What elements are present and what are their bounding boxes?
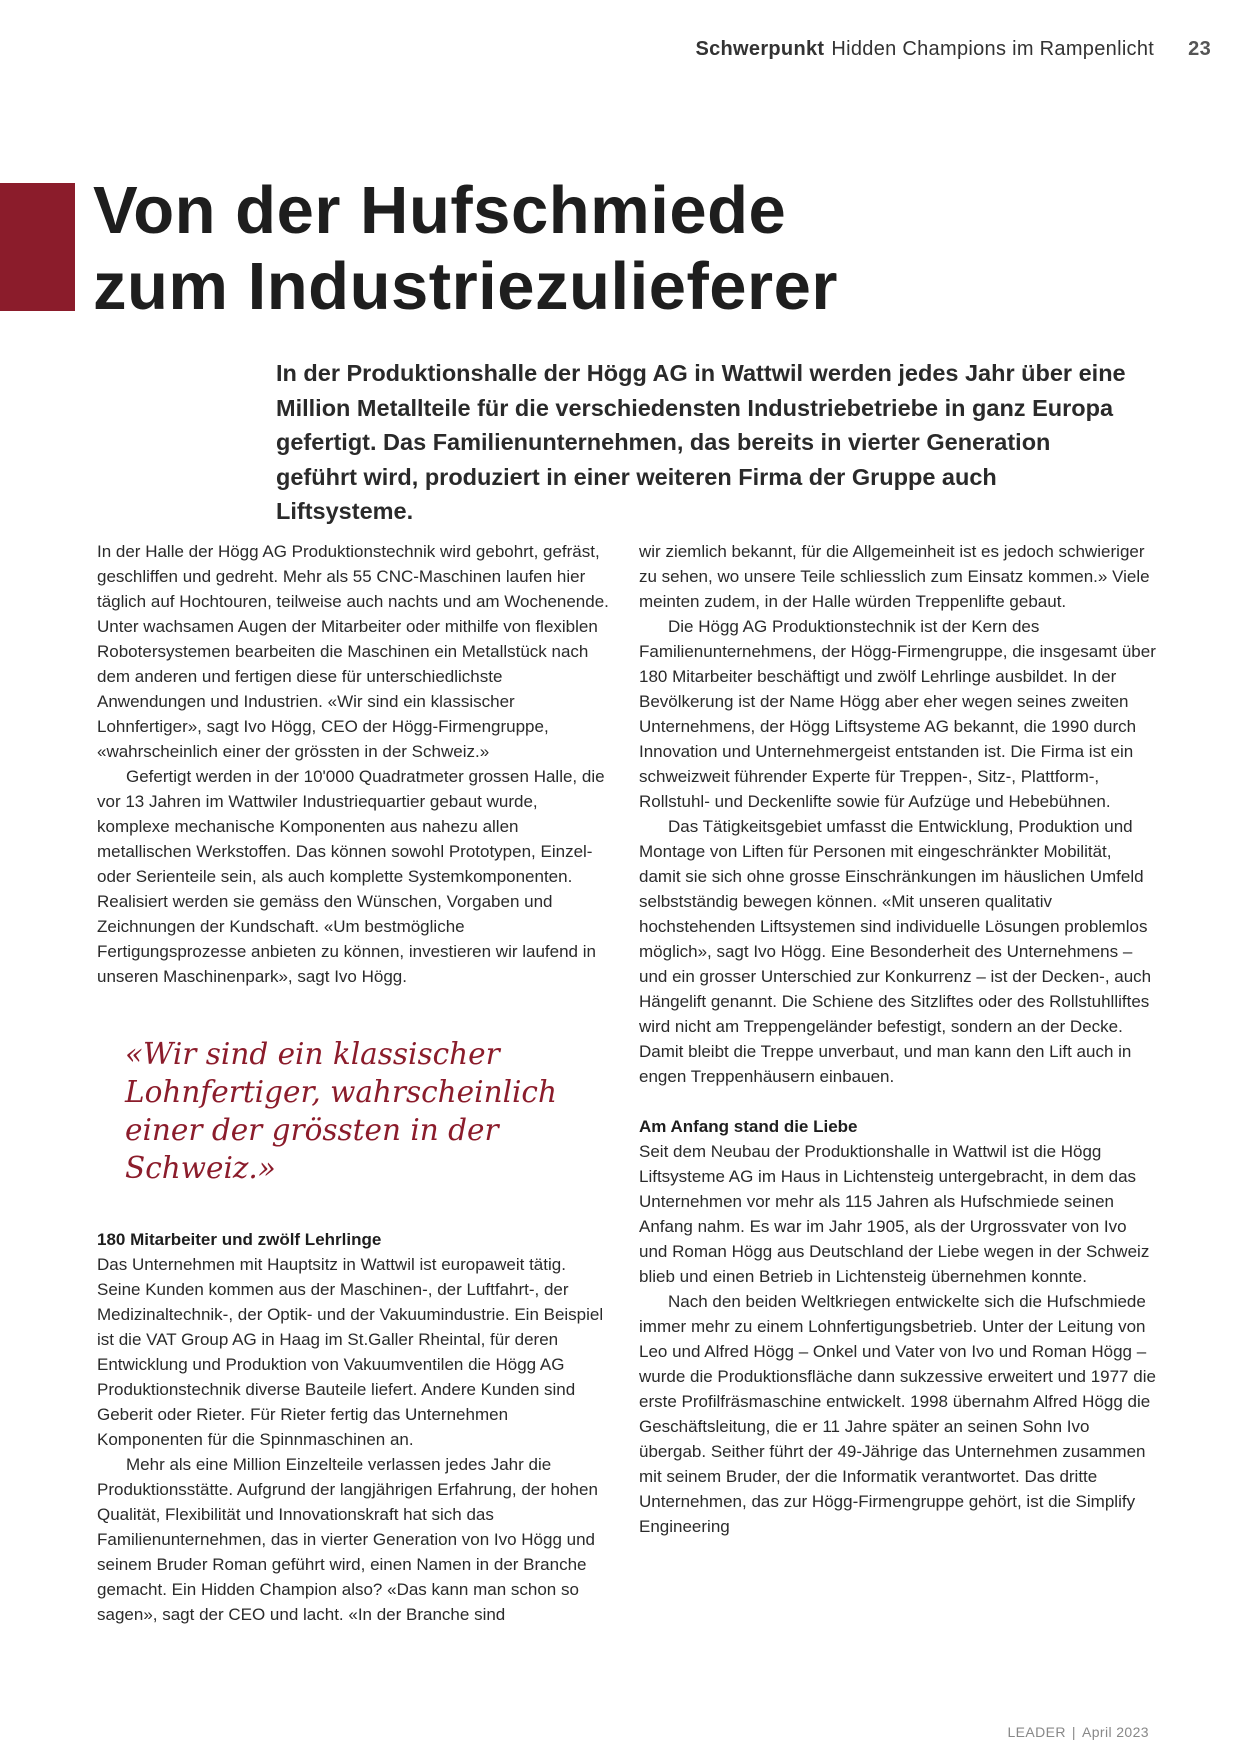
- title-line-1: Von der Hufschmiede: [93, 173, 787, 248]
- paragraph: Die Högg AG Produktionstechnik ist der Kern des Familienunternehmens, der Högg-Firmengruppe, die insgesamt über 180 Mitarbeiter beschäftigt und zwölf Lehrlinge ausbildet. In der Bevölkerung ist der Name Högg aber eher wegen seines zweiten Unternehmens, der Högg Liftsysteme AG bekannt, die 1990 durch Innovation und Unternehmergeist entstanden ist. Die Firma ist ein schweizweit führender Experte für Treppen-, Sitz-, Plattform-, Rollstuhl- und Deckenlifte sowie für Aufzüge und Hebebühnen.: [639, 617, 1156, 811]
- accent-bar: [0, 183, 75, 311]
- left-column: [97, 539, 613, 1627]
- header-kicker: Schwerpunkt: [695, 38, 825, 60]
- footer-magazine: LEADER: [1007, 1724, 1066, 1740]
- subheading: 180 Mitarbeiter und zwölf Lehrlinge: [97, 1230, 382, 1249]
- paragraph: Das Unternehmen mit Hauptsitz in Wattwil ist europaweit tätig. Seine Kunden kommen aus der Maschinen-, der Luftfahrt-, der Medizinaltechnik-, der Optik- und der Vakuumindustrie. Ein Beispiel ist die VAT Group AG in Haag im St.Galler Rheintal, für deren Entwicklung und Produktion von Vakuumventilen die Högg AG Produktionstechnik diverse Bauteile liefert. Andere Kunden sind Geberit oder Rieter. Für Rieter fertig das Unternehmen Komponenten für die Spinnmaschinen an.: [97, 1255, 604, 1449]
- title-line-2: zum Industriezulieferer: [93, 249, 838, 324]
- paragraph: Seit dem Neubau der Produktionshalle in Wattwil ist die Högg Liftsysteme AG im Haus in Lichtensteig untergebracht, in dem das Unternehmen vor mehr als 115 Jahren als Hufschmiede seinen Anfang nahm. Es war im Jahr 1905, als der Urgrossvater von Ivo und Roman Högg aus Deutschland der Liebe wegen in der Schweiz blieb und einen Betrieb in Lichtensteig übernehmen konnte.: [639, 1142, 1150, 1286]
- footer-separator: |: [1071, 1724, 1076, 1740]
- page-number: 23: [1188, 38, 1211, 60]
- subheading: Am Anfang stand die Liebe: [639, 1117, 858, 1136]
- paragraph: In der Halle der Högg AG Produktionstechnik wird gebohrt, gefräst, geschliffen und gedreht. Mehr als 55 CNC-Maschinen laufen hier täglich auf Hochtouren, teilweise auch nachts und am Wochenende. Unter wachsamen Augen der Mitarbeiter oder mithilfe von flexiblen Robotersystemen bearbeiten die Maschinen ein Metallstück nach dem anderen und fertigen diese für unterschiedlichste Anwendungen und Industrien. «Wir sind ein klassischer Lohnfertiger», sagt Ivo Högg, CEO der Högg-Firmengruppe, «wahrscheinlich einer der grössten in der Schweiz.»: [97, 542, 609, 761]
- paragraph: Mehr als eine Million Einzelteile verlassen jedes Jahr die Produktionsstätte. Aufgrund der langjährigen Erfahrung, der hohen Qualität, Flexibilität und Innovationskraft hat sich das Familienunternehmen, das in vierter Generation von Ivo Högg und seinem Bruder Roman geführt wird, einen Namen in der Branche gemacht. Ein Hidden Champion also? «Das kann man schon so sagen», sagt der CEO und lacht. «In der Branche sind: [97, 1455, 598, 1624]
- running-header: [695, 38, 1211, 61]
- paragraph: wir ziemlich bekannt, für die Allgemeinheit ist es jedoch schwieriger zu sehen, wo unsere Teile schliesslich zum Einsatz kommen.» Viele meinten zudem, in der Halle würden Treppenlifte gebaut.: [639, 542, 1150, 611]
- paragraph: Das Tätigkeitsgebiet umfasst die Entwicklung, Produktion und Montage von Liften für Personen mit eingeschränkter Mobilität, damit sie sich ohne grosse Einschränkungen im häuslichen Umfeld selbstständig bewegen können. «Mit unseren qualitativ hochstehenden Liftsystemen sind individuelle Lösungen problemlos möglich», sagt Ivo Högg. Eine Besonderheit des Unternehmens – und ein grosser Unterschied zur Konkurrenz – ist der Decken-, auch Hängelift genannt. Die Schiene des Sitzliftes oder des Rollstuhlliftes wird nicht am Treppengeländer befestigt, sondern an der Decke. Damit bleibt die Treppe unverbaut, und man kann den Lift auch in engen Treppenhäusern einbauen.: [639, 817, 1152, 1086]
- article-lead: In der Produktionshalle der Högg AG in Wattwil werden jedes Jahr über eine Million Metallteile für die verschiedensten Industriebetriebe in ganz Europa gefertigt. Das Familienunternehmen, das bereits in vierter Generation geführt wird, produziert in einer weiteren Firma der Gruppe auch Liftsysteme.: [276, 360, 1126, 524]
- page-footer: [1007, 1724, 1149, 1740]
- paragraph: Gefertigt werden in der 10'000 Quadratmeter grossen Halle, die vor 13 Jahren im Wattwiler Industriequartier gebaut wurde, komplexe mechanische Komponenten aus nahezu allen metallischen Werkstoffen. Das können sowohl Prototypen, Einzel- oder Serienteile sein, als auch komplette Systemkomponenten. Realisiert werden sie gemäss den Wünschen, Vorgaben und Zeichnungen der Kundschaft. «Um bestmögliche Fertigungsprozesse anbieten zu können, investieren wir laufend in unseren Maschinenpark», sagt Ivo Högg.: [97, 767, 605, 986]
- right-column: [639, 539, 1157, 1539]
- footer-issue: April 2023: [1081, 1724, 1149, 1740]
- header-section-title: Hidden Champions im Rampenlicht: [831, 38, 1155, 60]
- article-title: [93, 173, 838, 325]
- pull-quote: «Wir sind ein klassischer Lohnfertiger, wahrscheinlich einer der grössten in der Schweiz.»: [125, 1037, 557, 1185]
- paragraph: Nach den beiden Weltkriegen entwickelte sich die Hufschmiede immer mehr zu einem Lohnfertigungsbetrieb. Unter der Leitung von Leo und Alfred Högg – Onkel und Vater von Ivo und Roman Högg – wurde die Produktionsfläche dann sukzessive erweitert und 1977 die erste Profilfräsmaschine entwickelt. 1998 übernahm Alfred Högg die Geschäftsleitung, die er 11 Jahre später an seinen Sohn Ivo übergab. Seither führt der 49-Jährige das Unternehmen zusammen mit seinem Bruder, der die Informatik verantwortet. Das dritte Unternehmen, das zur Högg-Firmengruppe gehört, ist die Simplify Engineering: [639, 1292, 1156, 1536]
